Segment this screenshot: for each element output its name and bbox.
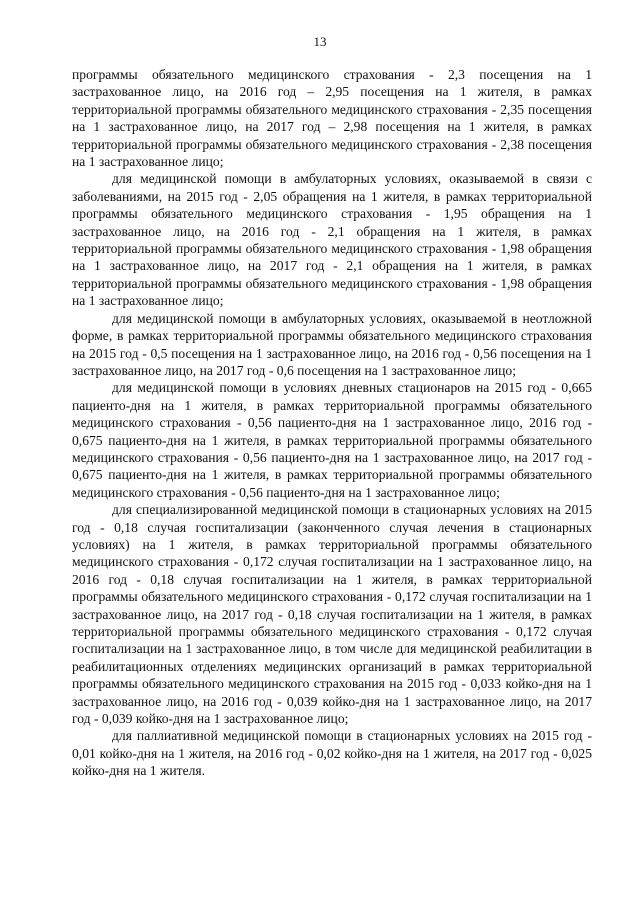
paragraph-outpatient-disease-appeals: для медицинской помощи в амбулаторных условиях, оказываемой в связи с заболеваниями, на 2015 год - 2,05 обращения на 1 жителя, в рамках территориальной программы обязательного медицинского страхования - 1,95 обращения на 1 застрахованное лицо, на 2016 год - 2,1 обращения на 1 жителя, в рамках территориальной программы обязательного медицинского страхования - 1,98 обращения на 1 застрахованное лицо, на 2017 год - 2,1 обращения на 1 жителя, в рамках территориальной программы обязательного медицинского страхования - 1,98 обращения на 1 застрахованное лицо; [72, 171, 592, 309]
document-body [72, 66, 592, 780]
page-number: 13 [313, 34, 327, 49]
paragraph-outpatient-visits-continued: программы обязательного медицинского страхования - 2,3 посещения на 1 застрахованное лицо, на 2016 год – 2,95 посещения на 1 жителя, в рамках территориальной программы обязательного медицинского страхования - 2,35 посещения на 1 застрахованное лицо, на 2017 год – 2,98 посещения на 1 жителя, в рамках территориальной программы обязательного медицинского страхования - 2,38 посещения на 1 застрахованное лицо; [72, 67, 592, 170]
paragraph-palliative-inpatient: для паллиативной медицинской помощи в стационарных условиях на 2015 год - 0,01 койко-дня на 1 жителя, на 2016 год - 0,02 койко-дня на 1 жителя, на 2017 год - 0,025 койко-дня на 1 жителя. [72, 728, 592, 779]
paragraph-day-hospital: для медицинской помощи в условиях дневных стационаров на 2015 год - 0,665 пациенто-дня на 1 жителя, в рамках территориальной программы обязательного медицинского страхования - 0,56 пациенто-дня на 1 застрахованное лицо, 2016 год - 0,675 пациенто-дня на 1 жителя, в рамках территориальной программы обязательного медицинского страхования - 0,56 пациенто-дня на 1 застрахованное лицо, на 2017 год - 0,675 пациенто-дня на 1 жителя, в рамках территориальной программы обязательного медицинского страхования - 0,56 пациенто-дня на 1 застрахованное лицо; [72, 380, 592, 500]
paragraph-specialized-inpatient: для специализированной медицинской помощи в стационарных условиях на 2015 год - 0,18 случая госпитализации (законченного случая лечения в стационарных условиях) на 1 жителя, в рамках территориальной программы обязательного медицинского страхования - 0,172 случая госпитализации на 1 застрахованное лицо, на 2016 год - 0,18 случая госпитализации на 1 жителя, в рамках территориальной программы обязательного медицинского страхования - 0,172 случая госпитализации на 1 застрахованное лицо, на 2017 год - 0,18 случая госпитализации на 1 жителя, в рамках территориальной программы обязательного медицинского страхования - 0,172 случая госпитализации на 1 застрахованное лицо, в том числе для медицинской реабилитации в реабилитационных отделениях медицинских организаций в рамках территориальной программы обязательного медицинского страхования на 2015 год - 0,033 койко-дня на 1 застрахованное лицо, на 2016 год - 0,039 койко-дня на 1 застрахованное лицо, на 2017 год - 0,039 койко-дня на 1 застрахованное лицо; [72, 502, 592, 727]
paragraph-outpatient-emergency: для медицинской помощи в амбулаторных условиях, оказываемой в неотложной форме, в рамках территориальной программы обязательного медицинского страхования на 2015 год - 0,5 посещения на 1 застрахованное лицо, на 2016 год - 0,56 посещения на 1 застрахованное лицо, на 2017 год - 0,6 посещения на 1 застрахованное лицо; [72, 310, 592, 378]
